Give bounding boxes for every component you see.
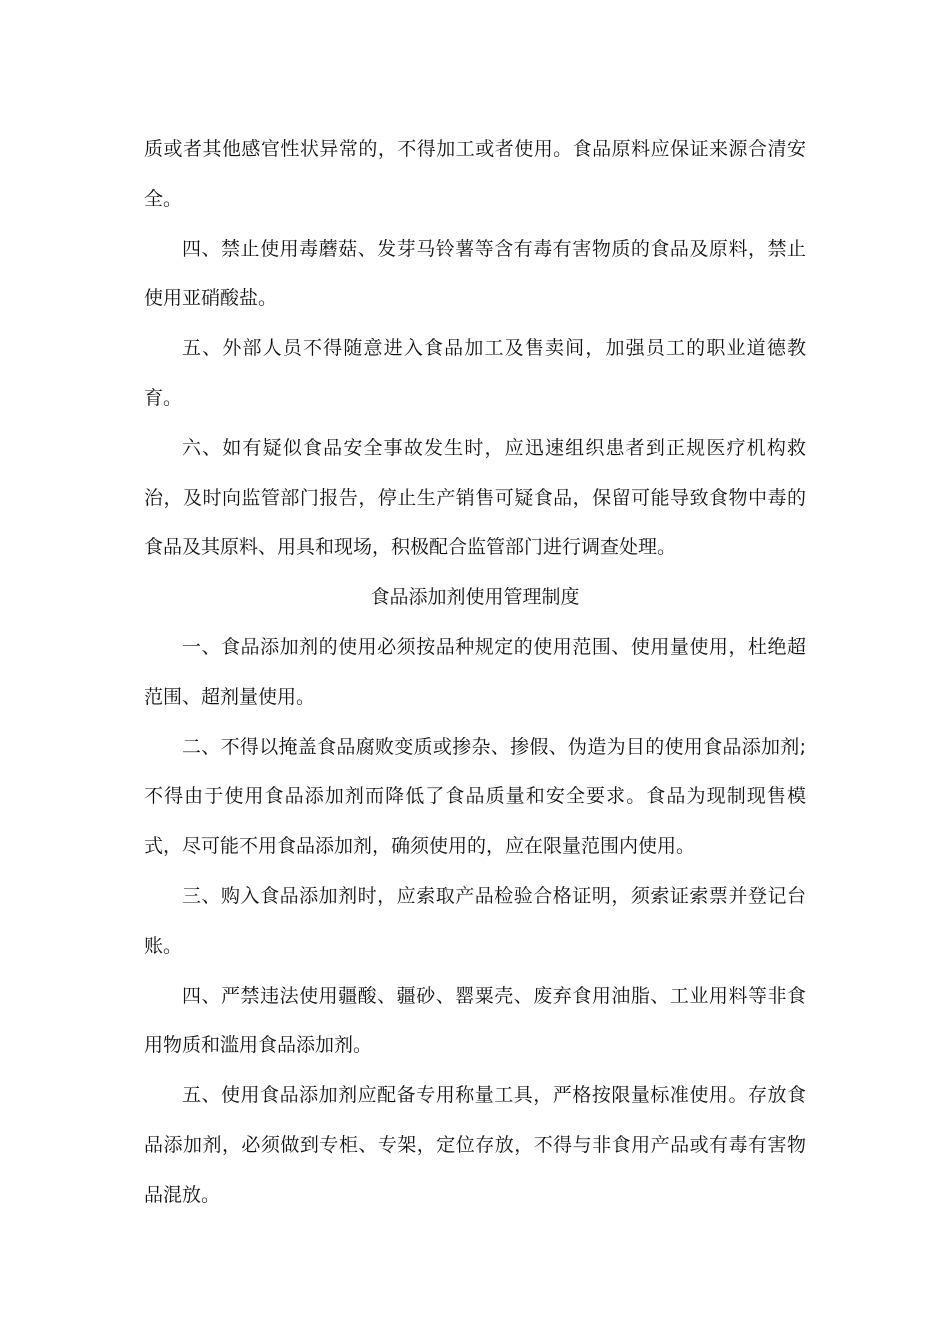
additive-rule-1: 一、食品添加剂的使用必须按品种规定的使用范围、使用量使用，杜绝超范围、超剂量使用。 <box>144 635 806 708</box>
additive-rule-5: 五、使用食品添加剂应配备专用称量工具，严格按限量标准使用。存放食品添加剂，必须做到专柜、专架，定位存放，不得与非食用产品或有毒有害物品混放。 <box>144 1084 806 1206</box>
paragraph-rule-6: 六、如有疑似食品安全事故发生时，应迅速组织患者到正规医疗机构救治，及时向监管部门报告，停止生产销售可疑食品，保留可能导致食物中毒的食品及其原料、用具和现场，积极配合监管部门进行调查处理。 <box>144 436 806 559</box>
paragraph-continuation: 质或者其他感官性状异常的，不得加工或者使用。食品原料应保证来源合清安全。 <box>144 138 806 210</box>
section-title: 食品添加剂使用管理制度 <box>370 586 580 609</box>
paragraph-rule-5: 五、外部人员不得随意进入食品加工及售卖间，加强员工的职业道德教育。 <box>144 337 806 409</box>
paragraph-rule-4: 四、禁止使用毒蘑菇、发芽马铃薯等含有毒有害物质的食品及原料，禁止使用亚硝酸盐。 <box>144 237 806 310</box>
additive-rule-4: 四、严禁违法使用疆酸、疆砂、罂粟壳、废弃食用油脂、工业用料等非食用物质和滥用食品添加剂。 <box>144 984 806 1057</box>
additive-rule-2: 二、不得以掩盖食品腐败变质或掺杂、掺假、伪造为目的使用食品添加剂;不得由于使用食品添加剂而降低了食品质量和安全要求。食品为现制现售模式，尽可能不用食品添加剂，确须使用的，应在限量范围内使用。 <box>144 735 806 858</box>
document-body <box>144 125 806 1221</box>
additive-rule-3: 三、购入食品添加剂时，应索取产品检验合格证明，须索证索票并登记台账。 <box>144 884 806 957</box>
